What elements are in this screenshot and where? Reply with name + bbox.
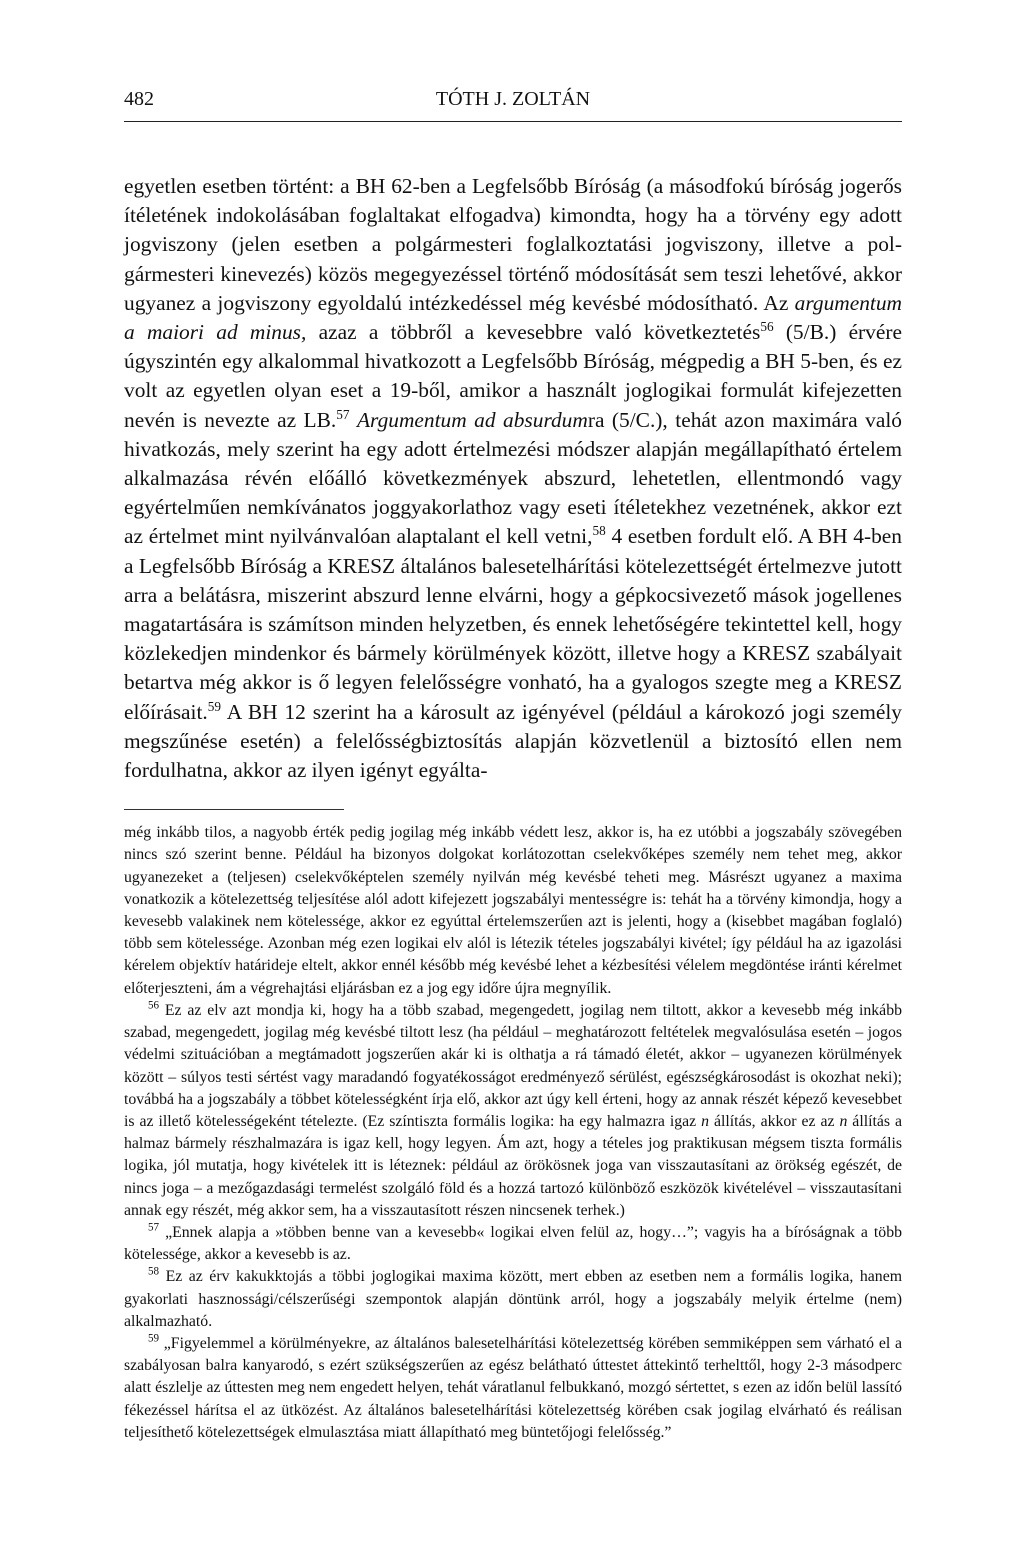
page <box>124 88 902 1444</box>
body-italic-argumentum: argumentum a maiori ad minus, <box>124 290 902 345</box>
footnote-text: állítás, akkor ez az <box>709 1112 840 1130</box>
footnote-number: 56 <box>148 999 160 1012</box>
footnote-ref-58[interactable]: 58 <box>592 523 606 539</box>
body-text-3: (5/B.) érvére úgyszintén egy alkalommal hivatkozott a Legfelsőbb Bíróság, mégpedig a BH 5-ben, és ez volt az egyetlen olyan eset a 19-ből, amikor a használt joglogikai formulát kifejezetten nevén is nevezte az LB. <box>124 320 902 432</box>
footnote-56 <box>124 1000 902 1222</box>
footnote-italic: n <box>839 1112 848 1130</box>
footnote-continued: még inkább tilos, a nagyobb érték pedig jogilag még inkább védett lesz, akkor is, ha ez utóbbi a jogszabály szövegében nincs szó szerint benne. Például ha bizonyos dolgokat korlátozottan cselekvőképes személy nem tehet meg, akkor ugyanezeket a (teljesen) cselekvőképtelen személy nyilván még kevésbé teheti meg. Másrészt ugyanez a maxima vonatkozik a kötelezettség teljesítése alól adott kifejezett jogszabályi mentességre is: tehát ha a törvény kimondja, hogy a kevesebb valakinek nem kötelessége, akkor ez egyúttal értelemszerűen azt is jelenti, hogy a (kisebbet magában foglaló) több sem kötelessége. Azonban még ezen logikai elv alól is létezik tételes jogszabályi kivétel; így például ha az igazolási kérelem objektív határideje eltelt, akkor ennél később még kevésbé lehet a kézbesítési vélelem megdöntése iránti kérelmet előterjeszteni, ám a végrehajtási eljárásban ez a jog egy időre újra megnyílik. <box>124 824 902 997</box>
footnote-number: 59 <box>148 1332 160 1345</box>
body-italic-absurdum: Argumentum ad absurdum <box>356 407 588 432</box>
body-text-5: 4 esetben fordult elő. A BH 4-ben a Legfelsőbb Bíróság a KRESZ általános balesetelhárítási kötelezettségét értelmezve jutott arra a belátásra, miszerint abszurd lenne elvárni, hogy a gépkocsivezető mások jogellenes magatartására is számítson minden helyzetben, és ennek lehetőségére tekintettel kell, hogy közlekedjen mindenkor és bármely körülmények között, illetve hogy a KRESZ szabályait betartva még akkor is ő legyen felelősségre vonható, ha a gyalogos szegte meg a KRESZ előírásait. <box>124 524 902 724</box>
footnote-ref-57[interactable]: 57 <box>336 406 350 422</box>
body-text-2: azaz a többről a kevesebbre való következtetés <box>306 320 761 345</box>
footnote-text: Ez az érv kakukktojás a többi joglogikai maxima között, mert ebben az esetben nem a formális logika, hanem gyakorlati hasznossági/célszerűségi szempontok alapján döntünk arról, hogy a jogszabály melyik értelme (nem) alkalmazható. <box>124 1268 902 1330</box>
footnote-59 <box>124 1333 902 1444</box>
footnote-divider <box>124 809 344 810</box>
body-text-1: egyetlen esetben történt: a BH 62-ben a Legfelsőbb Bíróság (a másodfokú bíróság jogerős ítéletének indokolásában foglaltakat elfogadva) kimondta, hogy ha a törvény egy adott jogviszony (jelen esetben a polgármesteri foglalkoztatási jogviszony, illetve a polgármesteri kinevezés) közös megegyezéssel történő módosítását sem teszi lehetővé, akkor ugyanez a jogviszony egyoldalú intézkedéssel még kevésbé módosítható. Az <box>124 174 902 315</box>
footnote-text: állítás a halmaz bármely részhalmazára is igaz kell, hogy legyen. Ám azt, hogy a tételes jog praktikusan mégsem tiszta formális logika, jól mutatja, hogy kivételek itt is léteznek: például az örökösnek joga van visszautasítani az örökség egészét, de nincs joga – a mezőgazdasági termelést szolgáló föld és a hozzá tartozó különböző eszközök kivételével – visszautasítani annak egy részét, még akkor sem, ha a visszautasított részen nincsenek terhek.) <box>124 1112 902 1219</box>
footnote-ref-56[interactable]: 56 <box>760 318 774 334</box>
footnote-italic: n <box>701 1112 709 1130</box>
footnote-57 <box>124 1222 902 1266</box>
footnote-ref-59[interactable]: 59 <box>207 698 221 714</box>
body-text <box>124 172 902 785</box>
footnote-58 <box>124 1266 902 1333</box>
footnote-text: „Figyelemmel a körülményekre, az általános balesetelhárítási kötelezettség körében semmiképpen sem várható el a szabályosan balra kanyarodó, s ezért szükségszerűen az egész belátható úttestet áttekintő terhelttől, hogy 2-3 másodperc alatt észlelje az úttesten meg nem engedett helyen, tehát váratlanul felbukkanó, mozgó sértettet, s ezen az időn belül lassító fékezéssel hárítsa el az ütközést. Az általános balesetelhárítási kötelezettség körében csak jogilag elvárható és reálisan teljesíthető kötelezettségek elmulasztása miatt állapítható meg büntetőjogi felelősség.” <box>124 1334 902 1441</box>
footnote-number: 57 <box>148 1221 160 1234</box>
footnotes <box>124 822 902 1444</box>
page-number: 482 <box>124 88 154 110</box>
footnote-text: Ez az elv azt mondja ki, hogy ha a több szabad, megengedett, jogilag nem tiltott, akkor a kevesebb még inkább szabad, megengedett, jogilag még kevésbé tiltott lesz (ha például – meghatározott feltételek megvalósulása esetén – jogos védelmi szituációban a megtámadott jogszerűen akár ki is olthatja a rá támadó életét, akkor – ugyanezen körülmények között – súlyos testi sértést vagy maradandó fogyatékosságot eredményező sérülést, egészségkárosodást is okozhat neki); továbbá ha a jogszabály a többet kötelességként írja elő, akkor azt úgy kell érteni, hogy az annak részét képező kevesebbet is az illető kötelességeként tételezte. (Ez színtiszta formális logika: ha egy halmazra igaz <box>124 1001 902 1130</box>
footnote-text: „Ennek alapja a »többen benne van a kevesebb« logikai elven felül az, hogy…”; vagyis ha a bíróságnak a több kötelessége, akkor a kevesebb is az. <box>124 1223 902 1264</box>
footnote-number: 58 <box>148 1266 160 1279</box>
body-text-4: ra (5/C.), tehát azon maximára való hivatkozás, mely szerint ha egy adott értelmezési módszer alapján megállapítható értelem alkalmazása révén előálló következmények abszurd, lehetetlen, ellentmondó vagy egyértelműen nemkívánatos joggyakorlathoz vagy eseti ítéletekhez vezetnének, akkor ezt az értelmet mint nyilvánvalóan alaptalant el kell vetni, <box>124 407 902 549</box>
running-title: TÓTH J. ZOLTÁN <box>435 88 591 110</box>
body-text-6: A BH 12 szerint ha a károsult az igényével (például a károkozó jogi személy megszűnése esetén) a felelősségbiztosítás alapján közvetlenül a biztosító ellen nem fordulhatna, akkor az ilyen igényt egyálta- <box>124 699 902 783</box>
running-header <box>124 88 902 122</box>
